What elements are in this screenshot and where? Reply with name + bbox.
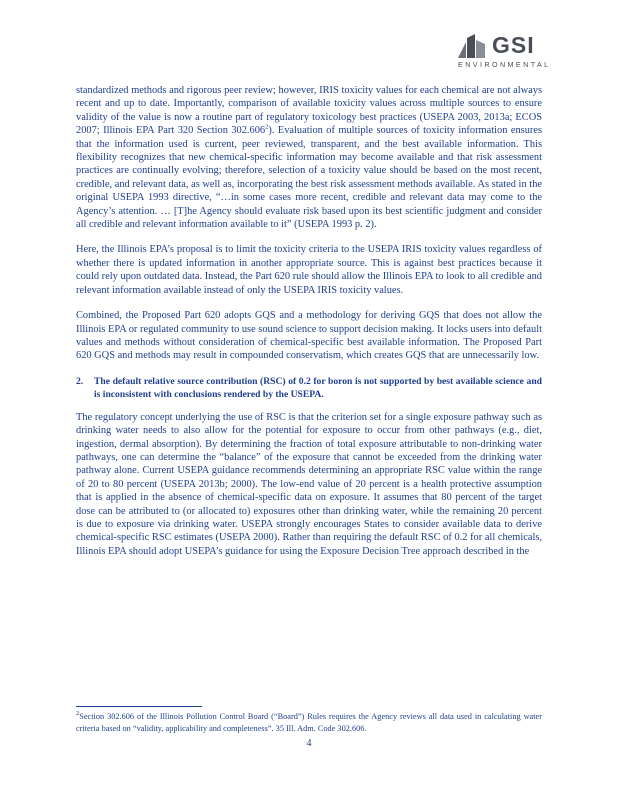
- paragraph-1-part-a: standardized methods and rigorous peer review; however, IRIS toxicity values for each chemical are not always recent and up to date. Importantly, comparison of available toxicity values across multiple sources to ensure validity of the value is now a routine part of regulatory toxicology best practices (USEPA 2003, 2013a; ECOS 2007; Illinois EPA Part 320 Section 302.606: [76, 85, 542, 137]
- paragraph-illinois-proposal: Here, the Illinois EPA’s proposal is to limit the toxicity criteria to the USEPA IRIS toxicity values regardless of whether there is updated information in another appropriate source. This is against best practices because it could rely upon outdated data. Instead, the Part 620 rule should allow the Illinois EPA to look to all credible and relevant information available instead of only the USEPA IRIS toxicity values.: [76, 244, 542, 296]
- paragraph-1-part-b: ). Evaluation of multiple sources of toxicity information ensures that the information used is current, peer reviewed, transparent, and the best available information. This flexibility recognizes that new chemical-specific information may become available and that risk assessment practices are continually evolving; therefore, selection of a toxicity value should be based on the most recent, credible, and relevant data, as well as, incorporating the best risk assessment methods available. As stated in the original USEPA 1993 directive, “…in some cases more recent, credible and relevant data may come to the Agency’s attention. … [T]he Agency should evaluate risk based upon its best scientific judgment and consider all credible and relevant information available to it” (USEPA 1993 p. 2).: [76, 125, 543, 231]
- paragraph-rsc-concept: The regulatory concept underlying the use of RSC is that the criterion set for a single exposure pathway such as drinking water needs to also allow for the potential for exposure to occur from other pathways (e.g., diet, ingestion, dermal absorption). By determining the fraction of total exposure attributable to non-drinking water pathways, one can determine the “balance” of the exposure that cannot be exceeded from the drinking water pathway alone. Current USEPA guidance recommends determining an appropriate RSC value within the range of 20 to 80 percent (USEPA 2013b; 2000). The low-end value of 20 percent is a health protective assumption that is applied in the absence of chemical-specific data on exposure. It assumes that 80 percent of the target dose can be attributed to (or allocated to) exposures other than drinking water, while the remaining 20 percent is due to exposure via drinking water. USEPA strongly encourages States to consider available data to derive chemical-specific RSC estimates (USEPA 2000). Rather than requiring the default RSC of 0.2 for all chemicals, Illinois EPA should adopt USEPA’s guidance for using the Exposure Decision Tree approach described in the: [76, 411, 542, 557]
- footnote: [76, 711, 542, 735]
- page-number: 4: [306, 738, 312, 749]
- footnote-reference: 2: [265, 123, 269, 131]
- document-body: [76, 84, 542, 570]
- footnote-divider: [76, 706, 202, 707]
- gsi-logo: [458, 34, 578, 74]
- logo-name: GSI: [492, 32, 535, 58]
- paragraph-combined: Combined, the Proposed Part 620 adopts GQS and a methodology for deriving GQS that does not allow the Illinois EPA or regulated community to use sound science to support decision making. It locks users into default values and methods without consideration of chemical-specific best available information. The Proposed Part 620 GQS and methods may result in compounded conservatism, which creates GQS that are unnecessarily low.: [76, 310, 542, 362]
- paragraph-continuation: [76, 84, 542, 231]
- gsi-logo-mark-icon: [458, 34, 486, 58]
- heading-number: 2.: [76, 375, 84, 387]
- logo-tagline: ENVIRONMENTAL: [458, 60, 551, 69]
- footnote-text: Section 302.606 of the Illinois Pollution Control Board (“Board”) Rules requires the Agency reviews all data used in calculating water criteria based on “validity, applicability and completeness”. 35 Ill. Adm. Code 302.606.: [76, 712, 542, 733]
- footnote-marker: 2: [76, 710, 80, 718]
- section-heading: [76, 375, 542, 401]
- heading-text: The default relative source contribution (RSC) of 0.2 for boron is not supported by best available science and is inconsistent with conclusions rendered by the USEPA.: [94, 375, 542, 400]
